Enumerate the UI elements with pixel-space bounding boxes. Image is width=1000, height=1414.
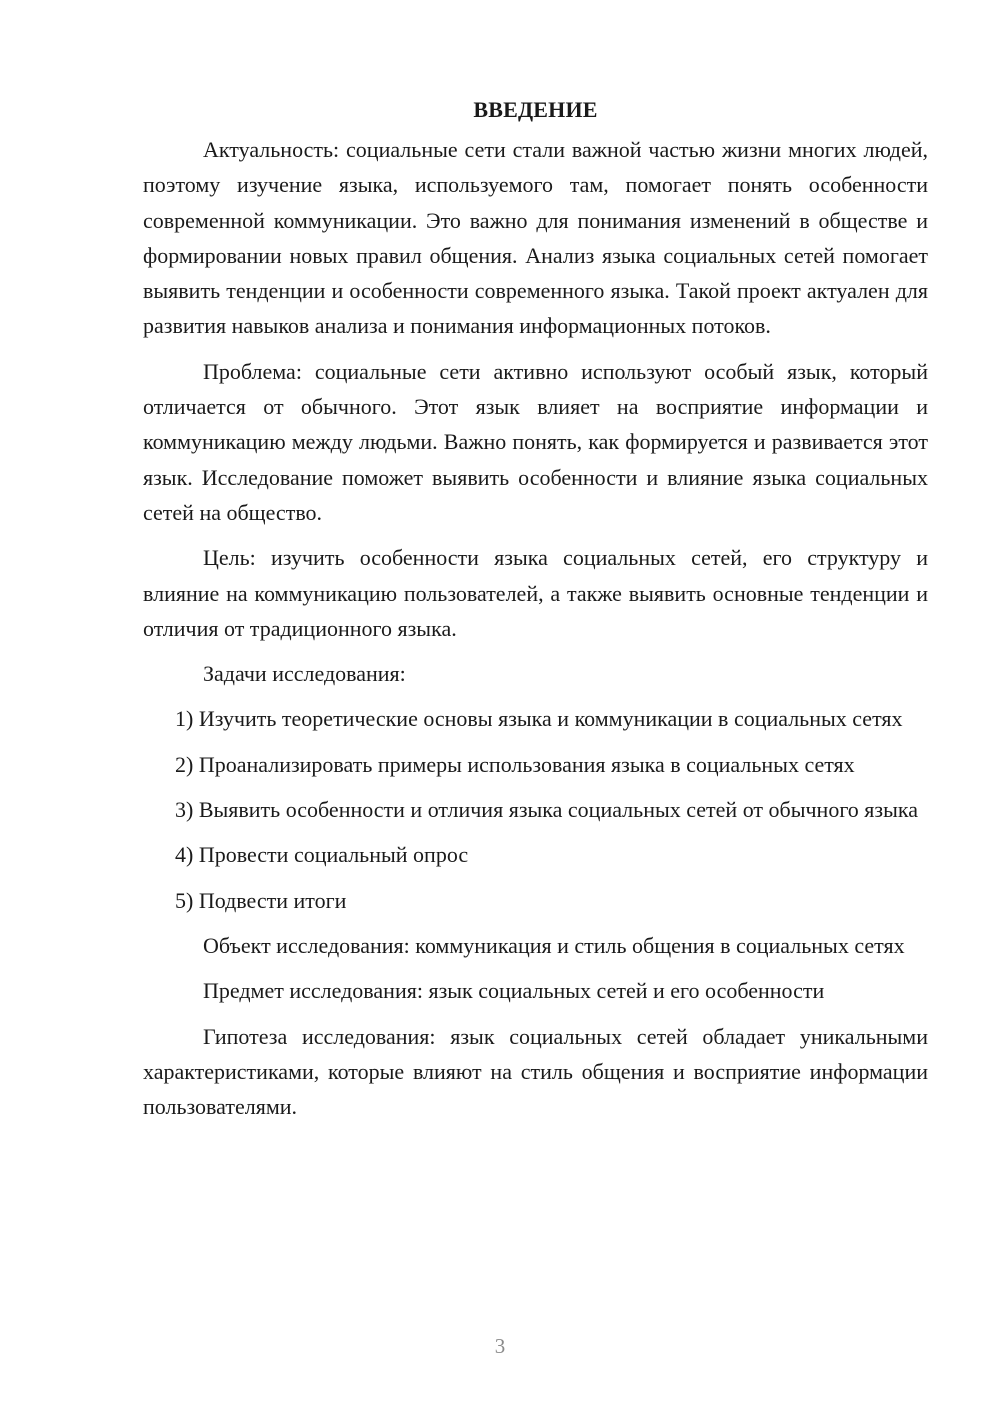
document-page xyxy=(143,92,928,1134)
problem-paragraph: Проблема: социальные сети активно используют особый язык, который отличается от обычного. Этот язык влияет на восприятие информации и коммуникацию между людьми. Важно понять, как формируется и развивается этот язык. Исследование поможет выявить особенности и влияние языка социальных сетей на общество. xyxy=(143,358,928,525)
page-number: 3 xyxy=(494,1334,506,1358)
task-item-5: 5) Подвести итоги xyxy=(175,887,347,913)
task-item-3: 3) Выявить особенности и отличия языка социальных сетей от обычного языка xyxy=(175,797,919,823)
hypothesis-paragraph: Гипотеза исследования: язык социальных сетей обладает уникальными характеристиками, которые влияют на стиль общения и восприятие информации пользователями. xyxy=(143,1023,928,1120)
relevance-paragraph: Актуальность: социальные сети стали важной частью жизни многих людей, поэтому изучение языка, используемого там, помогает понять особенности современной коммуникации. Это важно для понимания изменений в обществе и формировании новых правил общения. Анализ языка социальных сетей помогает выявить тенденции и особенности современного языка. Такой проект актуален для развития навыков анализа и понимания информационных потоков. xyxy=(143,137,928,339)
page-title: ВВЕДЕНИЕ xyxy=(473,97,598,122)
tasks-heading: Задачи исследования: xyxy=(203,661,406,687)
subject-paragraph: Предмет исследования: язык социальных сетей и его особенности xyxy=(203,978,825,1004)
task-item-2: 2) Проанализировать примеры использования языка в социальных сетях xyxy=(175,751,855,777)
task-item-4: 4) Провести социальный опрос xyxy=(175,842,469,868)
object-paragraph: Объект исследования: коммуникация и стиль общения в социальных сетях xyxy=(203,932,905,958)
goal-paragraph: Цель: изучить особенности языка социальных сетей, его структуру и влияние на коммуникацию пользователей, а также выявить основные тенденции и отличия от традиционного языка. xyxy=(143,545,928,641)
task-item-1: 1) Изучить теоретические основы языка и коммуникации в социальных сетях xyxy=(175,706,903,732)
